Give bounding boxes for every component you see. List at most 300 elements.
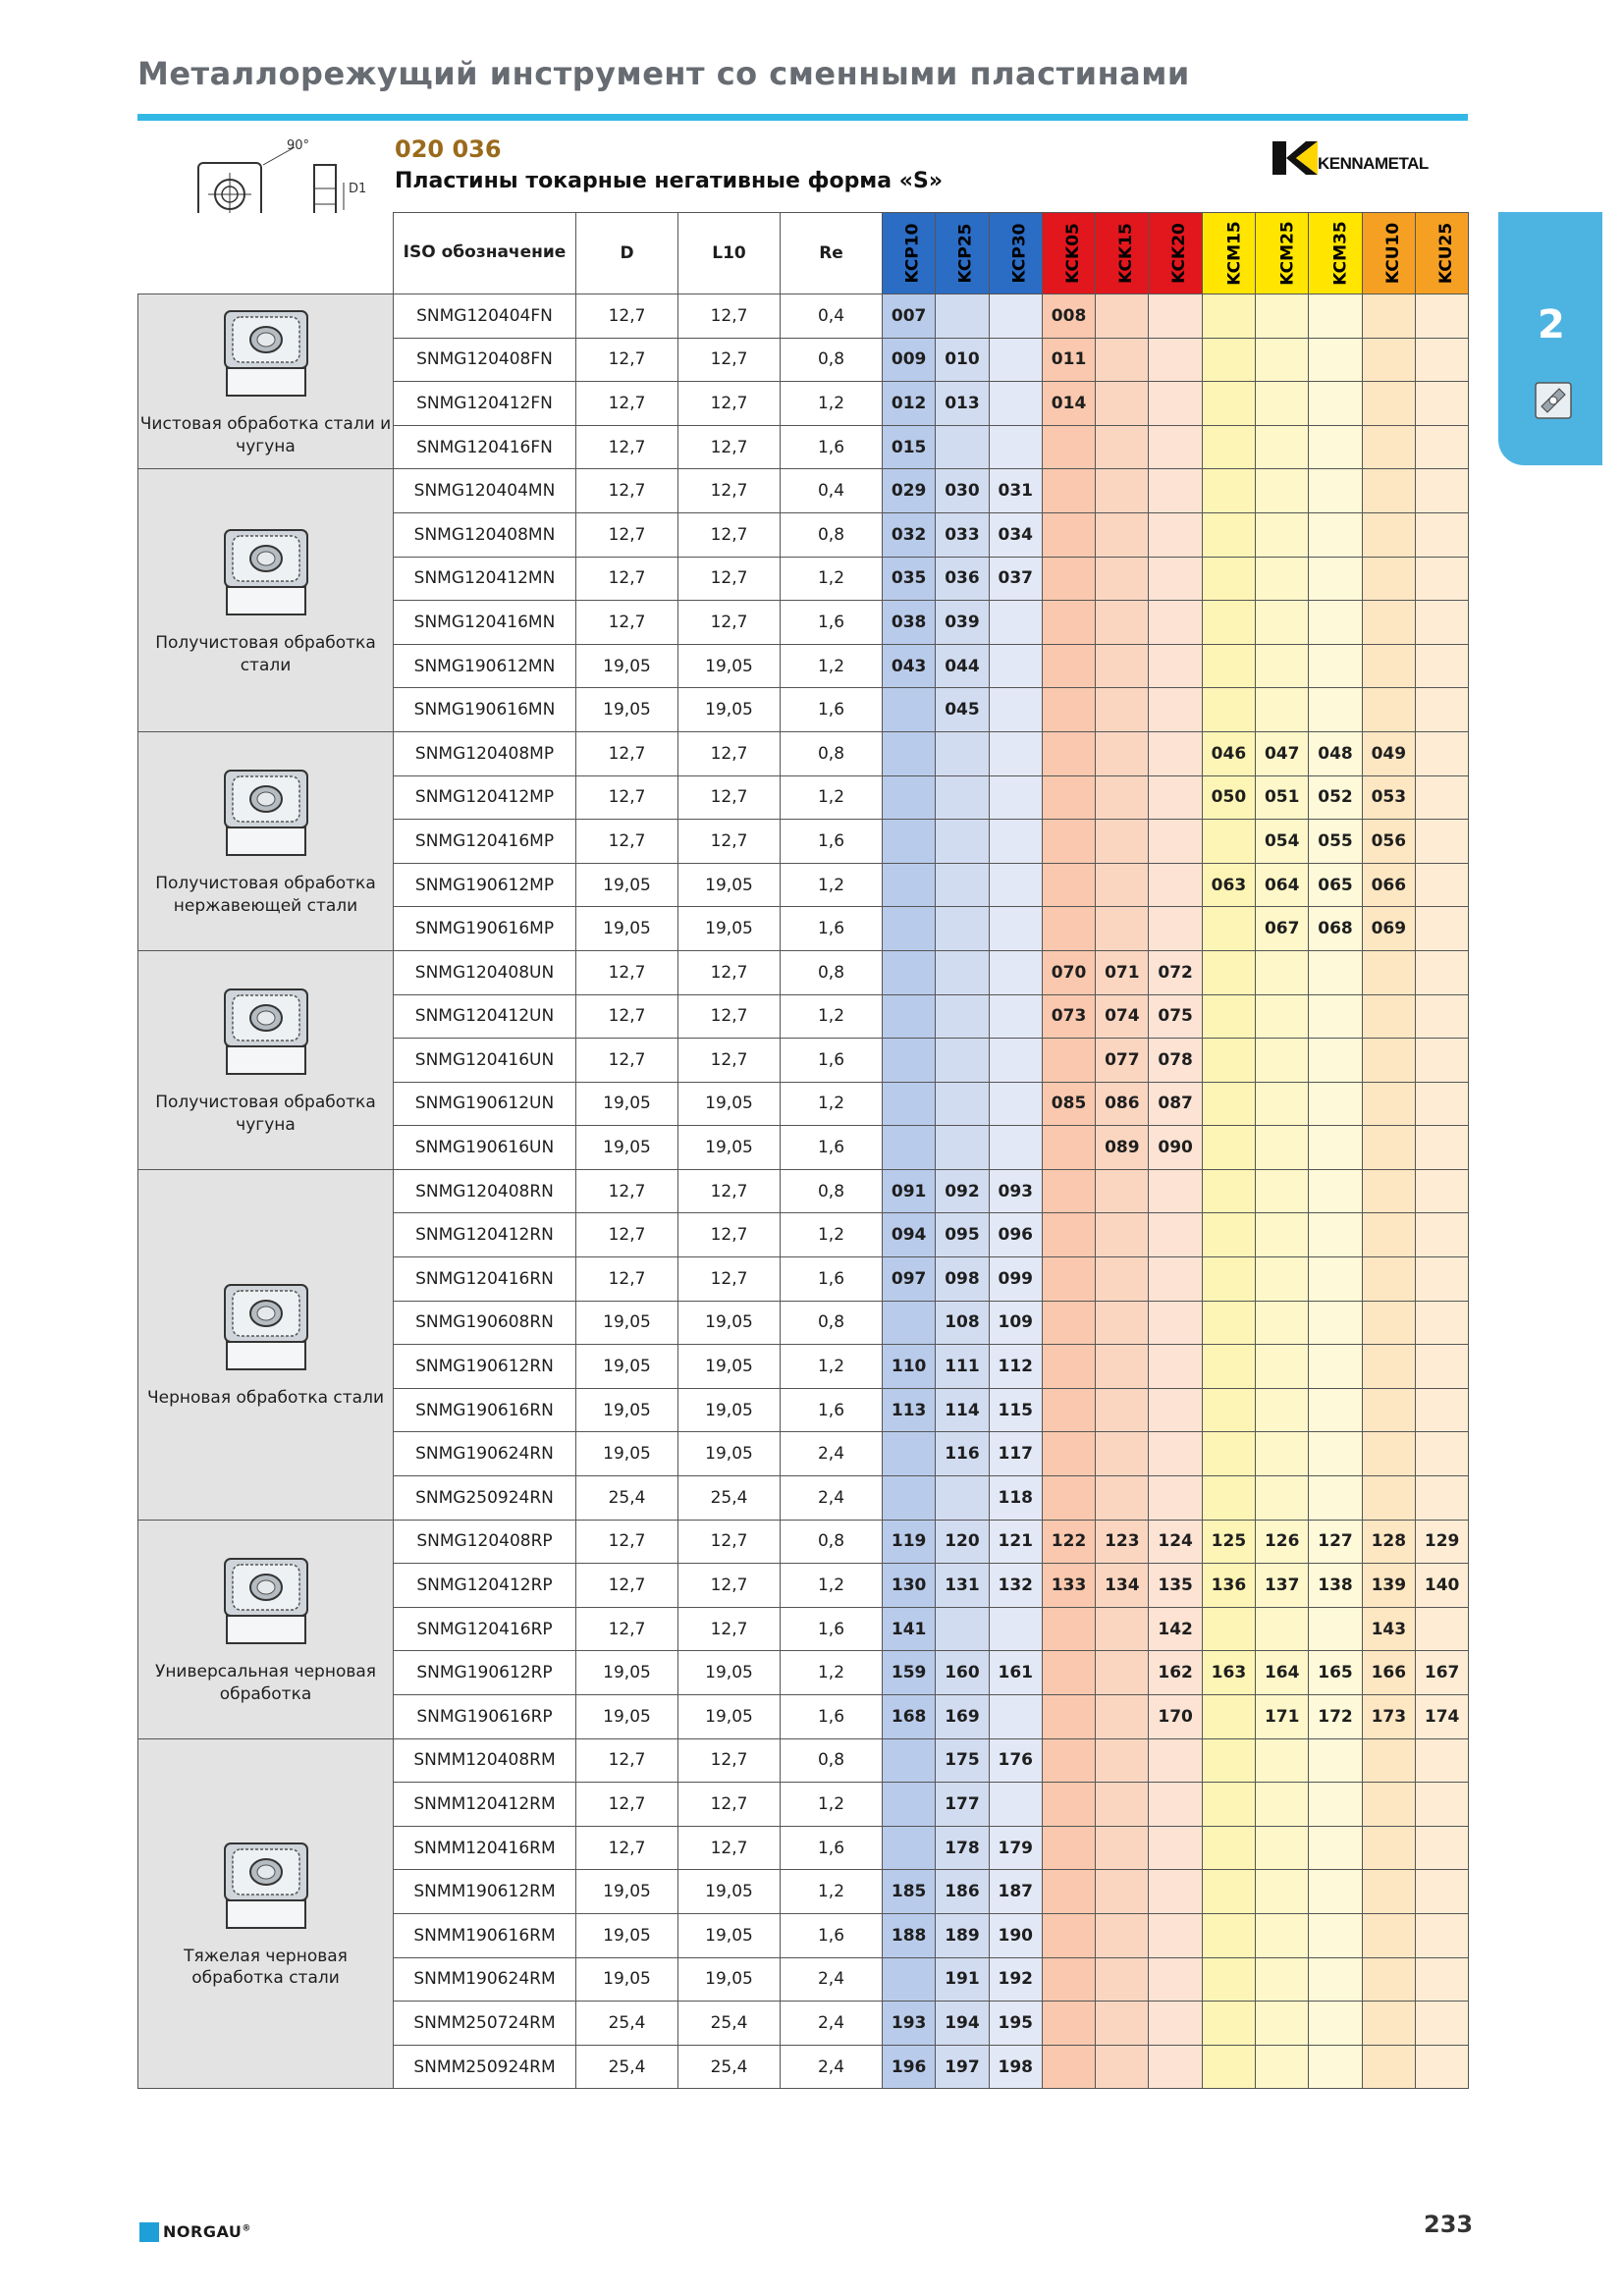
iso-designation: SNMG190616MP xyxy=(394,907,576,951)
order-code-kcp10: 119 xyxy=(883,1520,936,1564)
order-code-kcp10: 094 xyxy=(883,1213,936,1257)
order-code-kck20 xyxy=(1149,338,1202,382)
diameter-d: 19,05 xyxy=(576,1695,678,1739)
order-code-kcp10: 097 xyxy=(883,1257,936,1302)
order-code-kck05: 133 xyxy=(1042,1564,1095,1608)
diameter-d: 12,7 xyxy=(576,382,678,426)
order-code-kcp25: 111 xyxy=(936,1345,989,1389)
order-code-kcm35 xyxy=(1309,557,1362,601)
order-code-kck05 xyxy=(1042,425,1095,469)
diameter-d: 19,05 xyxy=(576,1870,678,1914)
order-code-kcm35: 165 xyxy=(1309,1651,1362,1695)
order-code-kcm35 xyxy=(1309,512,1362,557)
order-code-kcp10: 038 xyxy=(883,601,936,645)
iso-designation: SNMG120416FN xyxy=(394,425,576,469)
group-cell xyxy=(138,469,394,732)
order-code-kcp10 xyxy=(883,1301,936,1345)
catalog-code: 020 036 xyxy=(395,135,502,163)
radius-re: 1,2 xyxy=(781,1345,883,1389)
order-code-kcm35: 127 xyxy=(1309,1520,1362,1564)
radius-re: 1,2 xyxy=(781,775,883,820)
order-code-kcm35: 068 xyxy=(1309,907,1362,951)
order-code-kcu10: 056 xyxy=(1362,820,1415,864)
order-code-kcp30 xyxy=(989,1126,1042,1170)
order-code-kcu10 xyxy=(1362,1870,1415,1914)
order-code-kck20 xyxy=(1149,1476,1202,1521)
order-code-kcu25 xyxy=(1415,1957,1468,2002)
order-code-kcu10 xyxy=(1362,1213,1415,1257)
order-code-kcu10 xyxy=(1362,950,1415,994)
order-code-kcm35 xyxy=(1309,382,1362,426)
order-code-kcp10 xyxy=(883,1432,936,1476)
order-code-kck05 xyxy=(1042,644,1095,688)
order-code-kcp25 xyxy=(936,1082,989,1126)
radius-re: 1,2 xyxy=(781,1651,883,1695)
order-code-kcu10 xyxy=(1362,1738,1415,1783)
order-code-kck05 xyxy=(1042,1432,1095,1476)
iso-designation: SNMG120408RP xyxy=(394,1520,576,1564)
group-cell xyxy=(138,1169,394,1520)
col-d: D xyxy=(576,213,678,294)
order-code-kcp30: 118 xyxy=(989,1476,1042,1521)
order-code-kcm15 xyxy=(1202,382,1255,426)
order-code-kcm15: 050 xyxy=(1202,775,1255,820)
order-code-kcu10 xyxy=(1362,1082,1415,1126)
order-code-kcm25 xyxy=(1256,1607,1309,1651)
diameter-d: 19,05 xyxy=(576,907,678,951)
iso-designation: SNMG120412RP xyxy=(394,1564,576,1608)
order-code-kcu10 xyxy=(1362,2002,1415,2046)
radius-re: 1,2 xyxy=(781,1783,883,1827)
iso-designation: SNMG120408RN xyxy=(394,1169,576,1213)
order-code-kcm25 xyxy=(1256,1126,1309,1170)
order-code-kcm35 xyxy=(1309,1738,1362,1783)
order-code-kck15 xyxy=(1096,1651,1149,1695)
diameter-d: 12,7 xyxy=(576,1783,678,1827)
order-code-kcm35 xyxy=(1309,338,1362,382)
radius-re: 2,4 xyxy=(781,1957,883,2002)
order-code-kcp30: 187 xyxy=(989,1870,1042,1914)
length-l10: 12,7 xyxy=(678,1783,781,1827)
length-l10: 12,7 xyxy=(678,294,781,339)
order-code-kcu10 xyxy=(1362,1257,1415,1302)
length-l10: 19,05 xyxy=(678,1651,781,1695)
order-code-kck20: 078 xyxy=(1149,1039,1202,1083)
order-code-kcp25 xyxy=(936,731,989,775)
order-code-kck15 xyxy=(1096,863,1149,907)
order-code-kck05 xyxy=(1042,512,1095,557)
order-code-kcp25 xyxy=(936,1476,989,1521)
iso-designation: SNMG120408FN xyxy=(394,338,576,382)
order-code-kcp30 xyxy=(989,820,1042,864)
order-code-kcm35 xyxy=(1309,294,1362,339)
iso-designation: SNMG190616RN xyxy=(394,1388,576,1432)
diameter-d: 12,7 xyxy=(576,994,678,1039)
order-code-kcm35 xyxy=(1309,469,1362,513)
length-l10: 19,05 xyxy=(678,688,781,732)
iso-designation: SNMG250924RN xyxy=(394,1476,576,1521)
col-grade-kcp25 xyxy=(936,213,989,294)
order-code-kck20 xyxy=(1149,688,1202,732)
order-code-kcm15 xyxy=(1202,1826,1255,1870)
order-code-kck05 xyxy=(1042,820,1095,864)
order-code-kcp30: 121 xyxy=(989,1520,1042,1564)
iso-designation: SNMG120416RP xyxy=(394,1607,576,1651)
grade-label: KCM25 xyxy=(1277,221,1298,286)
iso-designation: SNMG120416MP xyxy=(394,820,576,864)
order-code-kcu25 xyxy=(1415,557,1468,601)
col-grade-kck20 xyxy=(1149,213,1202,294)
diameter-d: 12,7 xyxy=(576,1039,678,1083)
order-code-kck20: 124 xyxy=(1149,1520,1202,1564)
order-code-kcu10 xyxy=(1362,1388,1415,1432)
order-code-kcm15 xyxy=(1202,820,1255,864)
order-code-kcu10 xyxy=(1362,1039,1415,1083)
radius-re: 0,8 xyxy=(781,950,883,994)
order-code-kcp25: 197 xyxy=(936,2045,989,2089)
norgau-logo-text: NORGAU xyxy=(163,2222,243,2241)
order-code-kcp30 xyxy=(989,1695,1042,1739)
order-code-kck15 xyxy=(1096,382,1149,426)
order-code-kcm15 xyxy=(1202,644,1255,688)
length-l10: 25,4 xyxy=(678,2045,781,2089)
order-code-kck20 xyxy=(1149,1301,1202,1345)
order-code-kck05: 070 xyxy=(1042,950,1095,994)
order-code-kck05 xyxy=(1042,1388,1095,1432)
order-code-kcp25: 013 xyxy=(936,382,989,426)
order-code-kcp25: 108 xyxy=(936,1301,989,1345)
diameter-d: 19,05 xyxy=(576,1432,678,1476)
length-l10: 12,7 xyxy=(678,1826,781,1870)
order-code-kcu25 xyxy=(1415,1257,1468,1302)
order-code-kcp30: 198 xyxy=(989,2045,1042,2089)
radius-re: 1,6 xyxy=(781,907,883,951)
order-code-kck05 xyxy=(1042,1651,1095,1695)
iso-designation: SNMG190612RP xyxy=(394,1651,576,1695)
order-code-kcm35 xyxy=(1309,1388,1362,1432)
order-code-kcm15 xyxy=(1202,1301,1255,1345)
order-code-kcm15 xyxy=(1202,1082,1255,1126)
diameter-d: 12,7 xyxy=(576,1826,678,1870)
order-code-kck15: 134 xyxy=(1096,1564,1149,1608)
order-code-kcu10 xyxy=(1362,469,1415,513)
radius-re: 0,8 xyxy=(781,1169,883,1213)
order-code-kck05 xyxy=(1042,775,1095,820)
order-code-kcp25: 039 xyxy=(936,601,989,645)
radius-re: 0,8 xyxy=(781,338,883,382)
angle-label: 90° xyxy=(287,138,310,153)
order-code-kcp30: 115 xyxy=(989,1388,1042,1432)
order-code-kcu25 xyxy=(1415,469,1468,513)
order-code-kcu10 xyxy=(1362,1432,1415,1476)
diameter-d: 12,7 xyxy=(576,601,678,645)
diameter-d: 12,7 xyxy=(576,950,678,994)
order-code-kck05 xyxy=(1042,1476,1095,1521)
order-code-kcm25 xyxy=(1256,1432,1309,1476)
order-code-kcu10 xyxy=(1362,994,1415,1039)
order-code-kck20 xyxy=(1149,1913,1202,1957)
order-code-kcm15 xyxy=(1202,425,1255,469)
order-code-kcm25 xyxy=(1256,512,1309,557)
order-code-kck20 xyxy=(1149,1783,1202,1827)
order-code-kck05 xyxy=(1042,1738,1095,1783)
group-label: Черновая обработка стали xyxy=(146,1388,385,1409)
radius-re: 1,6 xyxy=(781,1039,883,1083)
iso-designation: SNMG190624RN xyxy=(394,1432,576,1476)
order-code-kcu10: 053 xyxy=(1362,775,1415,820)
iso-designation: SNMG190612MN xyxy=(394,644,576,688)
order-code-kcm35 xyxy=(1309,2045,1362,2089)
order-code-kcp10 xyxy=(883,1126,936,1170)
diameter-d: 12,7 xyxy=(576,512,678,557)
order-code-kcp30: 109 xyxy=(989,1301,1042,1345)
iso-designation: SNMG190608RN xyxy=(394,1301,576,1345)
order-code-kck15 xyxy=(1096,1695,1149,1739)
order-code-kcm15 xyxy=(1202,1257,1255,1302)
order-code-kcm15 xyxy=(1202,557,1255,601)
grade-label: KCP30 xyxy=(1009,223,1030,284)
order-code-kcp25 xyxy=(936,994,989,1039)
page-number: 233 xyxy=(1424,2211,1474,2238)
order-code-kck05 xyxy=(1042,1169,1095,1213)
order-code-kcu25 xyxy=(1415,1870,1468,1914)
order-code-kck05 xyxy=(1042,1695,1095,1739)
order-code-kcp30 xyxy=(989,1607,1042,1651)
length-l10: 12,7 xyxy=(678,425,781,469)
length-l10: 19,05 xyxy=(678,1126,781,1170)
insert-table xyxy=(137,212,1469,2089)
order-code-kcm25 xyxy=(1256,1913,1309,1957)
order-code-kck20 xyxy=(1149,644,1202,688)
order-code-kcu25 xyxy=(1415,2002,1468,2046)
group-cell xyxy=(138,731,394,950)
order-code-kck05 xyxy=(1042,1826,1095,1870)
order-code-kcm35 xyxy=(1309,601,1362,645)
order-code-kcu10 xyxy=(1362,338,1415,382)
order-code-kcu10 xyxy=(1362,688,1415,732)
order-code-kcu25 xyxy=(1415,1345,1468,1389)
diameter-d: 19,05 xyxy=(576,1651,678,1695)
order-code-kck15 xyxy=(1096,601,1149,645)
length-l10: 12,7 xyxy=(678,1738,781,1783)
order-code-kcp10: 091 xyxy=(883,1169,936,1213)
order-code-kcu25 xyxy=(1415,601,1468,645)
iso-designation: SNMM190612RM xyxy=(394,1870,576,1914)
order-code-kcp10: 159 xyxy=(883,1651,936,1695)
radius-re: 1,6 xyxy=(781,1607,883,1651)
order-code-kcp10: 043 xyxy=(883,644,936,688)
order-code-kcm15 xyxy=(1202,1957,1255,2002)
diameter-d: 12,7 xyxy=(576,1257,678,1302)
norgau-logo xyxy=(163,2222,251,2241)
order-code-kcm15: 163 xyxy=(1202,1651,1255,1695)
radius-re: 2,4 xyxy=(781,1476,883,1521)
order-code-kcp10: 015 xyxy=(883,425,936,469)
order-code-kcm15 xyxy=(1202,1695,1255,1739)
order-code-kck05 xyxy=(1042,863,1095,907)
order-code-kcm35 xyxy=(1309,1607,1362,1651)
diameter-d: 25,4 xyxy=(576,2045,678,2089)
order-code-kck15 xyxy=(1096,1913,1149,1957)
order-code-kcu10 xyxy=(1362,601,1415,645)
order-code-kcu25 xyxy=(1415,1432,1468,1476)
header-corner xyxy=(138,213,394,294)
order-code-kcm15 xyxy=(1202,907,1255,951)
order-code-kck15 xyxy=(1096,425,1149,469)
order-code-kcu10 xyxy=(1362,2045,1415,2089)
group-label: Получистовая обработка чугуна xyxy=(155,1092,376,1135)
order-code-kcu25 xyxy=(1415,1826,1468,1870)
order-code-kck15: 086 xyxy=(1096,1082,1149,1126)
order-code-kck05 xyxy=(1042,1213,1095,1257)
length-l10: 12,7 xyxy=(678,512,781,557)
order-code-kcp10: 110 xyxy=(883,1345,936,1389)
insert-icon xyxy=(1534,381,1573,420)
order-code-kcm35 xyxy=(1309,1957,1362,2002)
order-code-kcp10: 130 xyxy=(883,1564,936,1608)
order-code-kck15 xyxy=(1096,1257,1149,1302)
col-grade-kcm25 xyxy=(1256,213,1309,294)
diameter-d: 19,05 xyxy=(576,644,678,688)
order-code-kcm25: 067 xyxy=(1256,907,1309,951)
diameter-d: 19,05 xyxy=(576,1345,678,1389)
order-code-kcm35 xyxy=(1309,644,1362,688)
group-cell-content xyxy=(138,524,393,677)
iso-designation: SNMM190624RM xyxy=(394,1957,576,2002)
order-code-kcp10 xyxy=(883,1957,936,2002)
diameter-d: 12,7 xyxy=(576,1738,678,1783)
order-code-kcm25 xyxy=(1256,2045,1309,2089)
order-code-kcm35 xyxy=(1309,994,1362,1039)
order-code-kcp25 xyxy=(936,1039,989,1083)
order-code-kck15 xyxy=(1096,820,1149,864)
group-cell-content xyxy=(138,1838,393,1991)
order-code-kcu10 xyxy=(1362,294,1415,339)
order-code-kcp30 xyxy=(989,994,1042,1039)
radius-re: 1,2 xyxy=(781,1870,883,1914)
order-code-kck20: 162 xyxy=(1149,1651,1202,1695)
order-code-kcp30: 161 xyxy=(989,1651,1042,1695)
diameter-d: 12,7 xyxy=(576,731,678,775)
col-grade-kcp10 xyxy=(883,213,936,294)
order-code-kcp25: 189 xyxy=(936,1913,989,1957)
order-code-kcu25 xyxy=(1415,1607,1468,1651)
order-code-kcp30: 117 xyxy=(989,1432,1042,1476)
order-code-kck15 xyxy=(1096,1607,1149,1651)
radius-re: 1,6 xyxy=(781,820,883,864)
order-code-kcu25 xyxy=(1415,775,1468,820)
order-code-kck20 xyxy=(1149,601,1202,645)
length-l10: 12,7 xyxy=(678,1213,781,1257)
diameter-d: 19,05 xyxy=(576,1388,678,1432)
iso-designation: SNMG190612MP xyxy=(394,863,576,907)
order-code-kck15: 074 xyxy=(1096,994,1149,1039)
group-cell-content xyxy=(138,1553,393,1706)
order-code-kck20 xyxy=(1149,1957,1202,2002)
order-code-kck20 xyxy=(1149,775,1202,820)
order-code-kck15 xyxy=(1096,2002,1149,2046)
order-code-kck05 xyxy=(1042,1957,1095,2002)
order-code-kcm25: 051 xyxy=(1256,775,1309,820)
order-code-kcm15 xyxy=(1202,1345,1255,1389)
order-code-kck20 xyxy=(1149,557,1202,601)
chapter-number: 2 xyxy=(1538,302,1565,347)
order-code-kck15 xyxy=(1096,907,1149,951)
order-code-kcm25 xyxy=(1256,1301,1309,1345)
radius-re: 2,4 xyxy=(781,1432,883,1476)
d1-label: D1 xyxy=(349,182,367,196)
iso-designation: SNMG190612RN xyxy=(394,1345,576,1389)
order-code-kcu25 xyxy=(1415,1082,1468,1126)
radius-re: 1,6 xyxy=(781,1826,883,1870)
order-code-kck20 xyxy=(1149,1213,1202,1257)
order-code-kck20 xyxy=(1149,907,1202,951)
grade-label: KCK15 xyxy=(1116,223,1137,284)
diameter-d: 19,05 xyxy=(576,1082,678,1126)
iso-designation: SNMG190612UN xyxy=(394,1082,576,1126)
radius-re: 2,4 xyxy=(781,2002,883,2046)
order-code-kcp25: 194 xyxy=(936,2002,989,2046)
order-code-kck15: 071 xyxy=(1096,950,1149,994)
iso-designation: SNMG190616UN xyxy=(394,1126,576,1170)
order-code-kcm15 xyxy=(1202,1870,1255,1914)
order-code-kcm15 xyxy=(1202,950,1255,994)
order-code-kck05 xyxy=(1042,601,1095,645)
order-code-kcp25 xyxy=(936,425,989,469)
length-l10: 12,7 xyxy=(678,775,781,820)
order-code-kcu25 xyxy=(1415,1913,1468,1957)
group-label: Тяжелая черновая обработка стали xyxy=(184,1946,348,1989)
order-code-kck15 xyxy=(1096,1213,1149,1257)
order-code-kck15 xyxy=(1096,775,1149,820)
length-l10: 19,05 xyxy=(678,1913,781,1957)
order-code-kcm25 xyxy=(1256,601,1309,645)
order-code-kcu10: 069 xyxy=(1362,907,1415,951)
grade-label: KCP25 xyxy=(955,223,976,284)
order-code-kck20: 072 xyxy=(1149,950,1202,994)
diameter-d: 12,7 xyxy=(576,338,678,382)
order-code-kck05 xyxy=(1042,2045,1095,2089)
iso-designation: SNMG120412RN xyxy=(394,1213,576,1257)
order-code-kcm25: 126 xyxy=(1256,1520,1309,1564)
order-code-kcp10 xyxy=(883,994,936,1039)
order-code-kcp10: 032 xyxy=(883,512,936,557)
insert-universal-roughing-icon xyxy=(217,1553,315,1651)
iso-designation: SNMM120408RM xyxy=(394,1738,576,1783)
order-code-kcp25: 033 xyxy=(936,512,989,557)
radius-re: 2,4 xyxy=(781,2045,883,2089)
order-code-kcm35 xyxy=(1309,1213,1362,1257)
order-code-kcp25 xyxy=(936,863,989,907)
order-code-kck05 xyxy=(1042,1257,1095,1302)
order-code-kcp25: 045 xyxy=(936,688,989,732)
order-code-kck05 xyxy=(1042,2002,1095,2046)
order-code-kcm15 xyxy=(1202,2002,1255,2046)
order-code-kcp25: 095 xyxy=(936,1213,989,1257)
col-iso: ISO обозначение xyxy=(394,213,576,294)
order-code-kcu25 xyxy=(1415,1169,1468,1213)
order-code-kcm35: 052 xyxy=(1309,775,1362,820)
length-l10: 19,05 xyxy=(678,1388,781,1432)
order-code-kcu10 xyxy=(1362,1783,1415,1827)
length-l10: 12,7 xyxy=(678,950,781,994)
table-row xyxy=(138,469,1469,513)
iso-designation: SNMM120412RM xyxy=(394,1783,576,1827)
order-code-kcp30 xyxy=(989,863,1042,907)
table-row xyxy=(138,950,1469,994)
iso-designation: SNMG120412FN xyxy=(394,382,576,426)
group-cell xyxy=(138,1738,394,2089)
